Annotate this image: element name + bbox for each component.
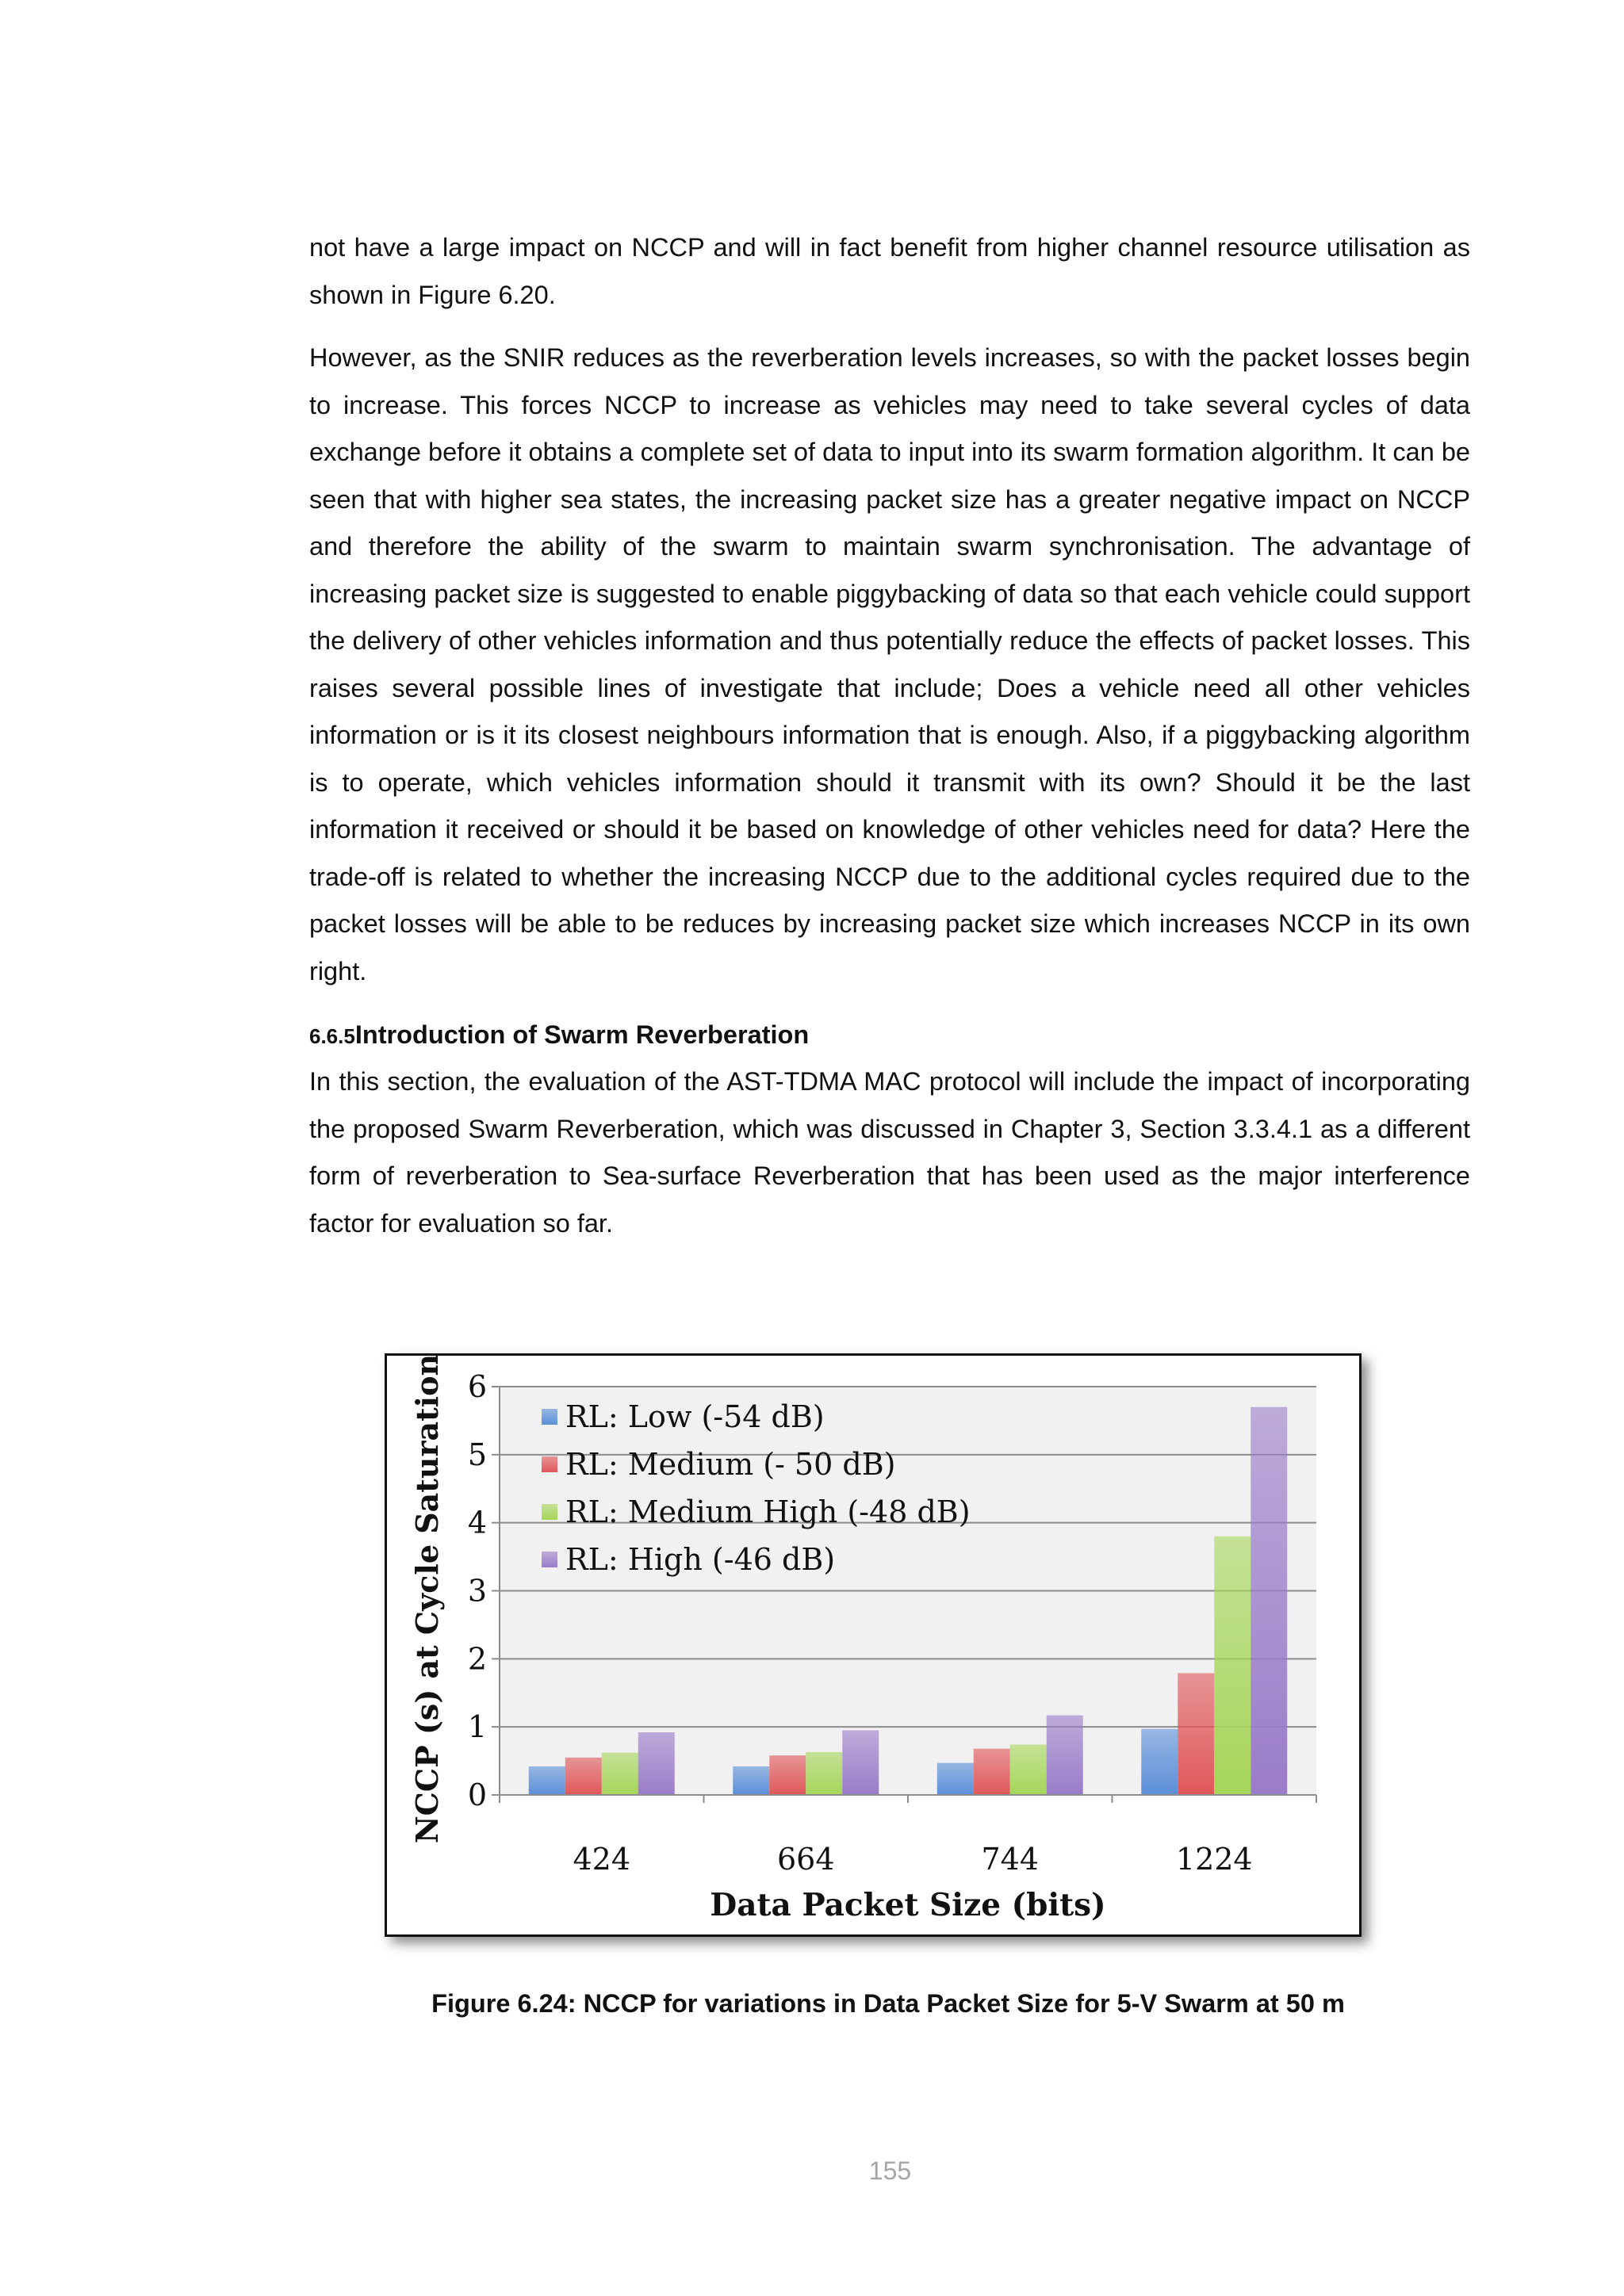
legend-label: RL: Medium (- 50 dB) (565, 1447, 896, 1482)
section-title: Introduction of Swarm Reverberation (354, 1020, 810, 1049)
bar (1010, 1744, 1047, 1795)
y-tick-label: 6 (467, 1369, 488, 1404)
y-tick-label: 3 (467, 1573, 488, 1609)
paragraph (309, 335, 1470, 995)
y-tick-label: 1 (467, 1709, 488, 1745)
y-tick-label: 2 (467, 1641, 488, 1677)
legend-swatch (542, 1552, 557, 1567)
paragraph (309, 1058, 1470, 1247)
y-axis-label: NCCP (s) at Cycle Saturation (409, 1353, 445, 1844)
figure-caption: Figure 6.24: NCCP for variations in Data Packet Size for 5-V Swarm at 50 m (431, 1989, 1345, 2018)
legend-swatch (542, 1504, 557, 1520)
bar (529, 1766, 565, 1795)
bar (1141, 1729, 1178, 1795)
y-tick-label: 0 (467, 1777, 488, 1812)
bar (1251, 1407, 1287, 1795)
bar (565, 1758, 602, 1795)
bar-chart (385, 1353, 1362, 1937)
y-tick-label: 5 (467, 1437, 488, 1472)
x-tick-label: 1224 (1175, 1842, 1253, 1877)
legend-label: RL: Low (-54 dB) (565, 1399, 825, 1434)
bar (842, 1730, 879, 1795)
bar (602, 1753, 638, 1795)
bar (769, 1755, 806, 1795)
x-tick-label: 664 (776, 1842, 835, 1877)
section-number: 6.6.5 (309, 1024, 355, 1048)
bar (1178, 1673, 1214, 1795)
paragraph (309, 224, 1470, 319)
x-axis-label: Data Packet Size (bits) (710, 1887, 1106, 1923)
legend-swatch (542, 1456, 557, 1472)
page-number: 155 (868, 2156, 912, 2185)
bar (638, 1732, 675, 1795)
x-tick-label: 744 (981, 1842, 1040, 1877)
bar (974, 1749, 1010, 1795)
bar (1047, 1716, 1083, 1795)
paragraph-text: In this section, the evaluation of the AST-TDMA MAC protocol will include the impact of incorporating the proposed Swarm Reverberation, which was discussed in Chapter 3, Section 3.3.4.1 as a different form of reverberation to Sea-surface Reverberation that has been used as the major interference factor for evaluation so far. (309, 1067, 1470, 1238)
section-heading (309, 1012, 1470, 1059)
bar (733, 1766, 769, 1795)
bar (806, 1752, 842, 1795)
x-tick-label: 424 (573, 1842, 631, 1877)
paragraph-text: not have a large impact on NCCP and will in fact benefit from higher channel resource utilisation as shown in Figure 6.20. (309, 233, 1470, 309)
legend-swatch (542, 1409, 557, 1425)
bar (937, 1763, 974, 1795)
legend-label: RL: Medium High (-48 dB) (565, 1494, 971, 1529)
y-tick-label: 4 (467, 1505, 488, 1540)
legend-label: RL: High (-46 dB) (565, 1542, 836, 1577)
paragraph-text: However, as the SNIR reduces as the reverberation levels increases, so with the packet losses begin to increase. This forces NCCP to increase as vehicles may need to take several cycles of data exchange before it obtains a complete set of data to input into its swarm formation algorithm. It can be seen that with higher sea states, the increasing packet size has a greater negative impact on NCCP and therefore the ability of the swarm to maintain swarm synchronisation. The advantage of increasing packet size is suggested to enable piggybacking of data so that each vehicle could support the delivery of other vehicles information and thus potentially reduce the effects of packet losses. This raises several possible lines of investigate that include; Does a vehicle need all other vehicles information or is it its closest neighbours information that is enough. Also, if a piggybacking algorithm is to operate, which vehicles information should it transmit with its own? Should it be the last information it received or should it be based on knowledge of other vehicles need for data? Here the trade-off is related to whether the increasing NCCP due to the additional cycles required due to the packet losses will be able to be reduces by increasing packet size which increases NCCP in its own right. (309, 343, 1470, 985)
bar (1214, 1536, 1251, 1795)
